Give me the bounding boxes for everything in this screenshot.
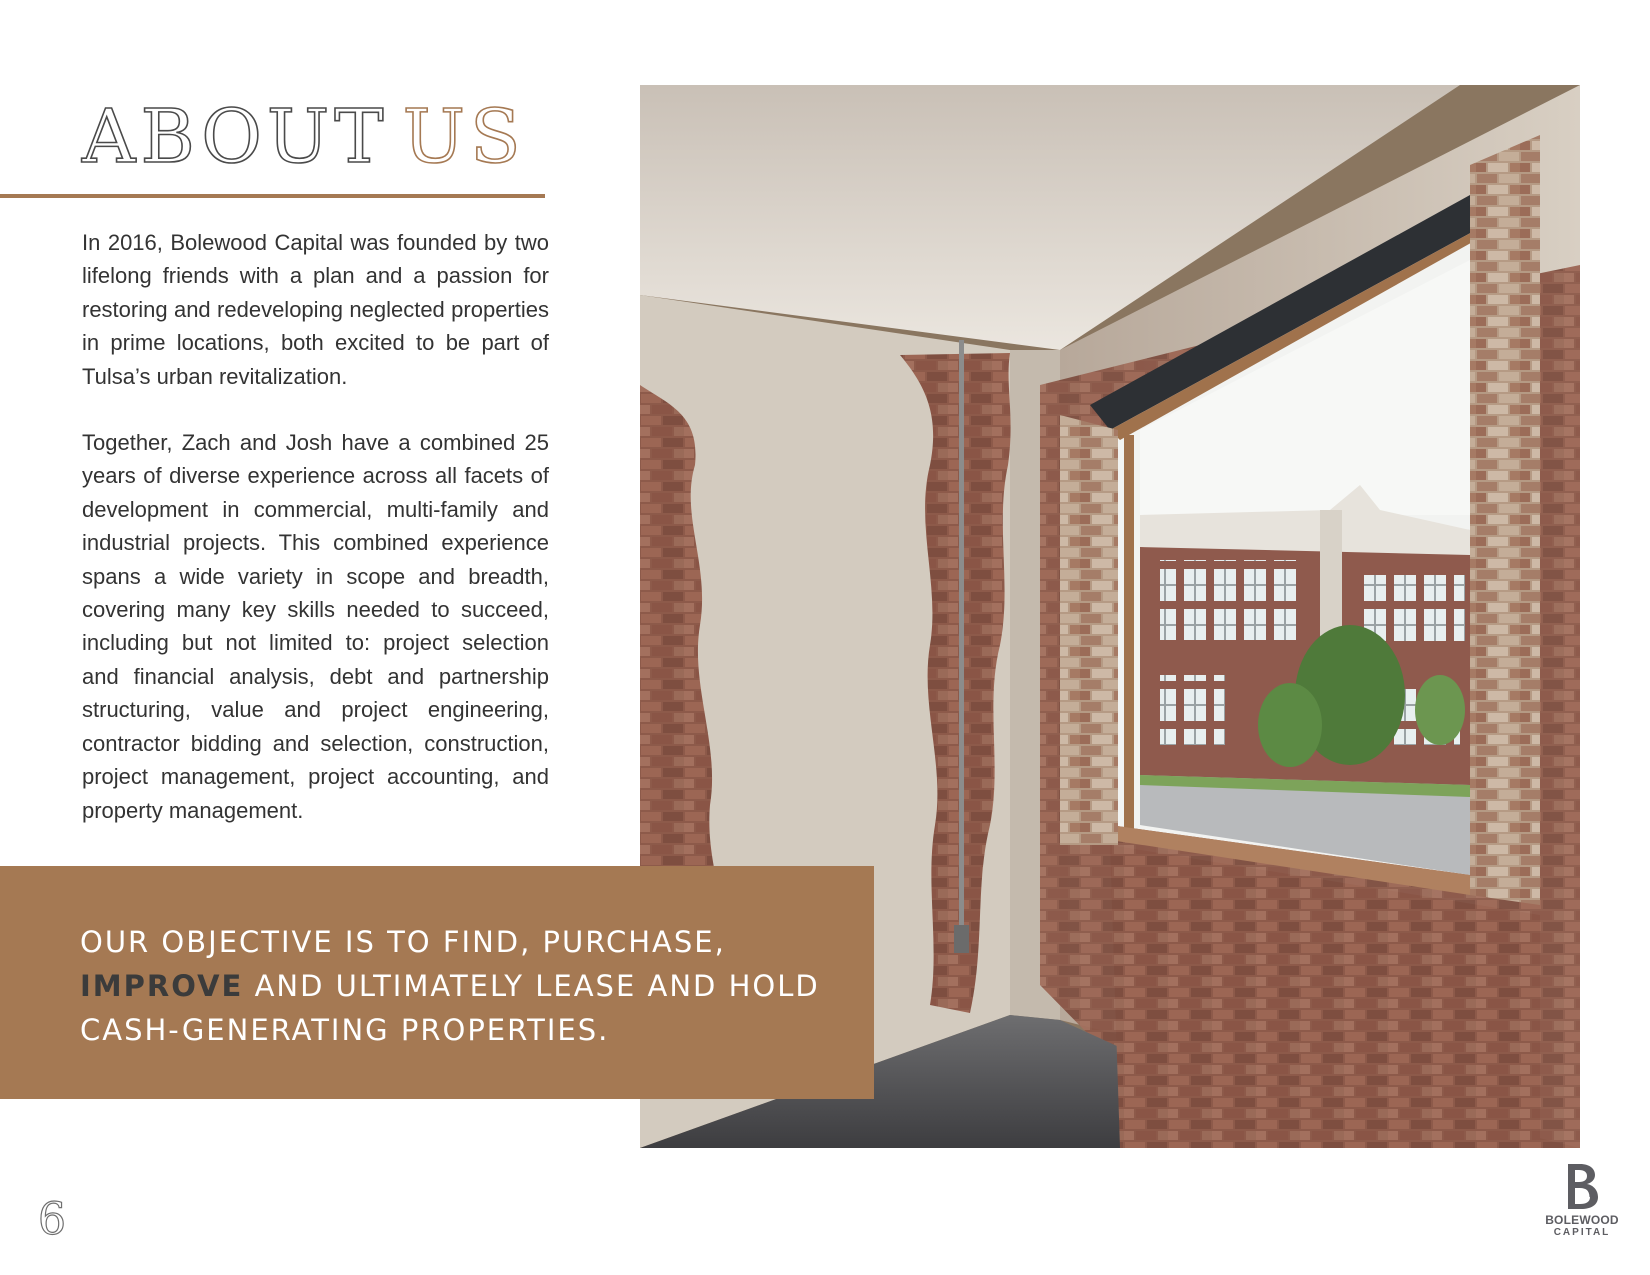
about-body — [82, 226, 549, 860]
logo-wordmark-line2: CAPITAL — [1553, 1227, 1611, 1238]
logo-wordmark-line1: BOLEWOOD — [1545, 1213, 1619, 1227]
bolewood-capital-logo — [1534, 1162, 1630, 1244]
title-main: ABOUT — [82, 94, 389, 180]
page-number: 6 — [38, 1194, 66, 1245]
objective-statement — [80, 920, 870, 1052]
objective-text-part2: AND ULTIMATELY LEASE AND HOLD CASH-GENERATING PROPERTIES. — [80, 969, 820, 1047]
about-paragraph-1: In 2016, Bolewood Capital was founded by two lifelong friends with a plan and a passion for restoring and redeveloping neglected properties in prime locations, both excited to be part of Tulsa’s urban revitalization. — [82, 230, 549, 389]
objective-emphasis: IMPROVE — [80, 969, 244, 1003]
title-accent: US — [402, 94, 526, 180]
objective-text-part1: OUR OBJECTIVE IS TO FIND, PURCHASE, — [80, 925, 726, 959]
objective-banner — [0, 866, 874, 1099]
about-paragraph-2: Together, Zach and Josh have a combined 25 years of diverse experience across all facets of development in commercial, multi-family and industrial projects. This combined experience spans a wide variety in scope and breadth, covering many key skills needed to succeed, including but not limited to: project selection and financial analysis, debt and partnership structuring, value and project engineering, contractor bidding and selection, construction, project management, project accounting, and property management. — [82, 430, 549, 823]
title-underline — [0, 194, 545, 198]
bolewood-b-icon — [1564, 1162, 1600, 1210]
page-title — [82, 94, 526, 180]
